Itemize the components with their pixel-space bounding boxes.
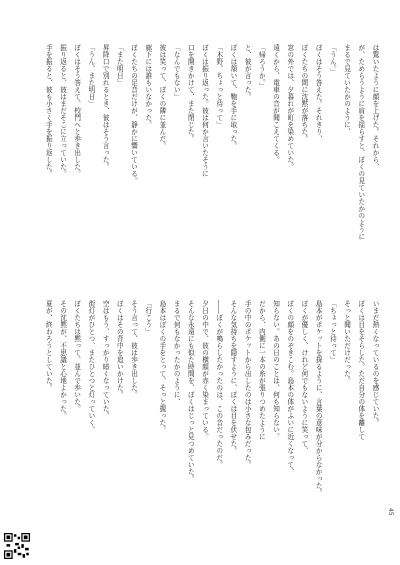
lower-line: 「ちょっと待って」 [328, 300, 337, 363]
upper-line: 窓の外では、夕暮れが町を染めていた。 [285, 44, 294, 170]
upper-line: 「うん、また明日」 [86, 44, 95, 107]
lower-text-block [27, 300, 382, 525]
lower-line: ぼくはその背中を追いかけた。 [115, 300, 124, 398]
lower-line: その沈黙が、不思議と心地よかった。 [58, 300, 67, 419]
upper-line: 昇降口で別れるとき、彼はそう言った。 [101, 44, 110, 170]
lower-line: いまだ熱くなっているのを感じていた。 [371, 300, 379, 426]
lower-line: ――ぼくが鳴らしたかったのは、この音だったのだ。 [214, 300, 223, 468]
lower-line: 空はもう、すっかり暗くなっていた。 [101, 300, 110, 419]
lower-line: 手の中のポケットから出したのは小さな包みだった。 [243, 300, 252, 468]
page-number: 45 [387, 508, 394, 516]
lower-line: そんな気持ちを隠すように、ぼくは目を伏せた。 [228, 300, 237, 454]
upper-line: ぼくはそう答えた。それきり、 [314, 44, 323, 142]
upper-line: 「帰ろうか。」 [257, 44, 266, 90]
upper-line: ぼくはそう答えて、校門へと歩き出した。 [72, 44, 81, 177]
lower-line: そっと聞いただけだった。 [342, 300, 351, 384]
lower-line: 街灯がひとつ、またひとつと灯っていく。 [86, 300, 95, 433]
lower-line: 島本がポケットを探るように、言葉の意味が分からなかった。 [314, 300, 323, 496]
upper-line: と、彼が言った。 [243, 44, 252, 100]
lower-line: まるで何もなかったかのように、 [172, 300, 181, 405]
upper-line: 手を振ると、彼も小さく手を振り返した。 [44, 44, 53, 177]
upper-line: 「また明日」 [115, 44, 124, 86]
qr-code-icon [4, 533, 30, 559]
lower-line: 夏が、終わろうとしていた。 [44, 300, 53, 391]
lower-line: ぼくは目をそらした。ただ自分の体を離して [356, 300, 365, 440]
lower-line: 島本はぼくの手をとって、そっと握った。 [157, 300, 166, 433]
upper-line: は驚いたように顔を上げた。それから、 [371, 44, 379, 170]
lower-line: ぼくの顔をのぞきこむ。島本の体がふいに近くなって、 [285, 300, 294, 475]
upper-text-block [42, 44, 382, 272]
lower-line: だから、内側に一本の糸が張りつめたように [257, 300, 266, 440]
upper-line: ぼくたちの足音だけが、静かに響いている。 [129, 44, 138, 184]
lower-line: そう言って、彼は歩き出した。 [129, 300, 138, 398]
lower-line: 知らない。あの日のことは、何も知らない。 [271, 300, 280, 440]
upper-line: ぼくは振り返った。彼は何か言いたそうに [200, 44, 209, 177]
upper-line: 遠くから、電車の音が聞こえてくる。 [271, 44, 280, 163]
lower-line: ぼくが優しく、けれど何でもないように笑って、 [299, 300, 308, 454]
upper-line: 口を開きかけて、また閉じた。 [186, 44, 195, 142]
upper-line: 「うん。」 [328, 44, 337, 76]
upper-line: 「なんでもない」 [172, 44, 181, 100]
upper-line: 振り返ると、彼はまだそこに立っていた。 [58, 44, 67, 177]
lower-line: 夕日の中で、彼の横顔が赤く染まっている。 [200, 300, 209, 440]
upper-line: 廊下には誰もいなかった。 [143, 44, 152, 128]
lower-line: ぼくたちは黙って、並んで歩いた。 [72, 300, 81, 412]
upper-line: 「木野、ちょっと待って」 [214, 44, 223, 128]
upper-line: 彼は笑って、ぼくの隣に並んだ。 [157, 44, 166, 149]
upper-line: まるで見ていたかのように、 [342, 44, 351, 135]
upper-line: が、ためらうように肩を揺らすと、ぼくの見ていたかのように [356, 44, 365, 240]
lower-line: 「行こう」 [143, 300, 152, 335]
lower-line: そんな永遠にも似た時間を、ぼくはじっと見つめていた。 [186, 300, 195, 482]
upper-line: ぼくは頷いて、鞄を手に取った。 [228, 44, 237, 149]
upper-line: ぼくたちの間に沈黙が落ちた。 [299, 44, 308, 142]
